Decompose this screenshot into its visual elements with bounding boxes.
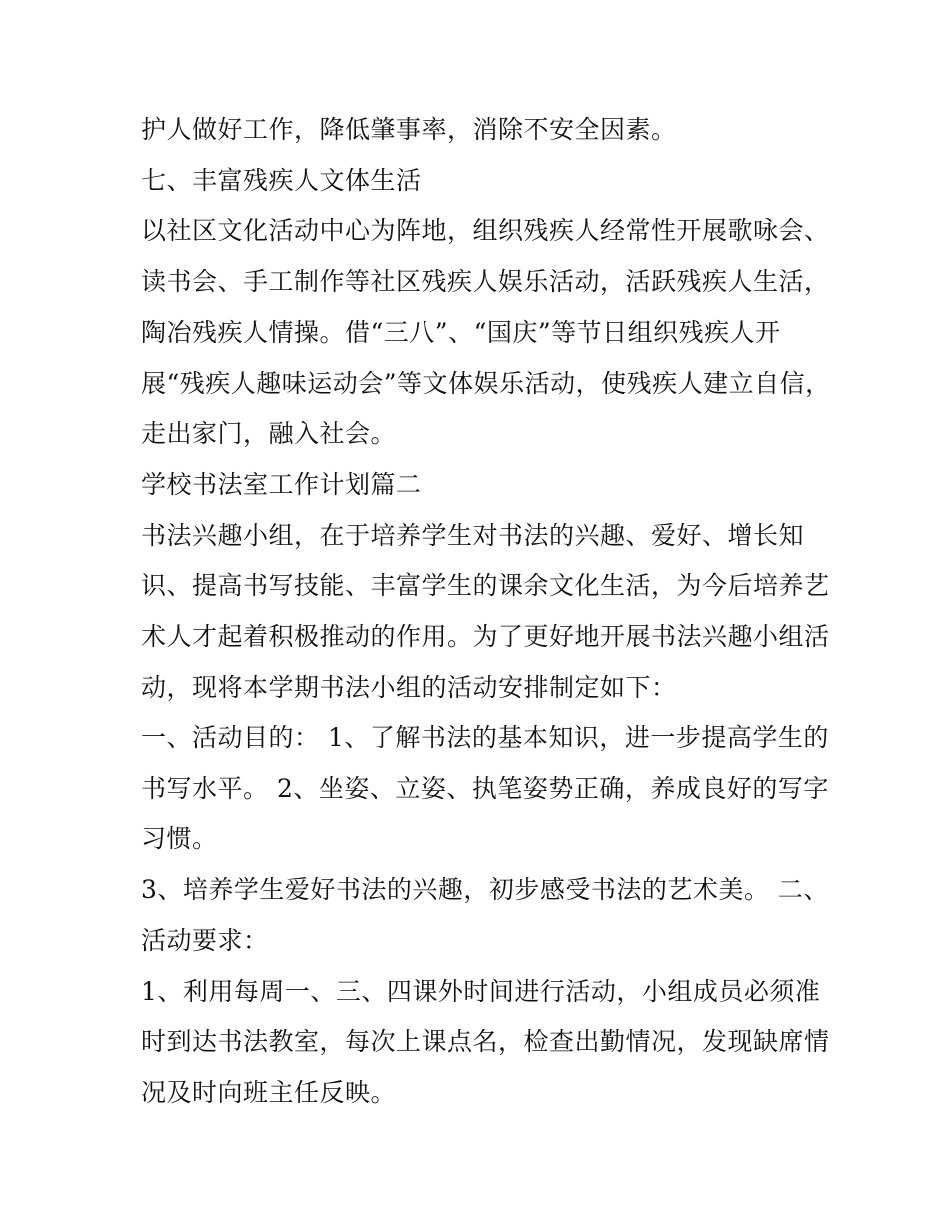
text-line: 活动要求： — [141, 926, 269, 955]
text-line: 走出家门，融入社会。 — [141, 419, 397, 448]
text-line: 3、培养学生爱好书法的兴趣，初步感受书法的艺术美。 二、 — [141, 875, 829, 904]
text-line: 以社区文化活动中心为阵地，组织残疾人经常性开展歌咏会、 — [141, 216, 830, 245]
text-line: 护人做好工作，降低肇事率，消除不安全因素。 — [141, 115, 677, 144]
text-line: 习惯。 — [141, 824, 218, 853]
text-line: 一、活动目的： 1、了解书法的基本知识，进一步提高学生的 — [141, 723, 829, 752]
text-line: 动，现将本学期书法小组的活动安排制定如下： — [141, 673, 677, 702]
text-line: 况及时向班主任反映。 — [141, 1078, 397, 1107]
section-heading: 七、丰富残疾人文体生活 — [141, 166, 422, 195]
text-line: 陶冶残疾人情操。借“三八”、“国庆”等节日组织残疾人开 — [141, 318, 781, 347]
text-line: 时到达书法教室，每次上课点名，检查出勤情况，发现缺席情 — [141, 1027, 830, 1056]
text-line: 书写水平。 2、坐姿、立姿、执笔姿势正确，养成良好的写字 — [141, 774, 829, 803]
text-line: 识、提高书写技能、丰富学生的课余文化生活，为今后培养艺 — [141, 571, 830, 600]
text-line: 读书会、手工制作等社区残疾人娱乐活动，活跃残疾人生活， — [141, 267, 830, 296]
text-line: 1、利用每周一、三、四课外时间进行活动，小组成员必须准 — [141, 977, 821, 1006]
section-heading: 学校书法室工作计划篇二 — [141, 470, 422, 499]
text-line: 展“残疾人趣味运动会”等文体娱乐活动，使残疾人建立自信， — [141, 369, 831, 398]
text-line: 术人才起着积极推动的作用。为了更好地开展书法兴趣小组活 — [141, 622, 830, 651]
text-line: 书法兴趣小组，在于培养学生对书法的兴趣、爱好、增长知 — [141, 521, 805, 550]
